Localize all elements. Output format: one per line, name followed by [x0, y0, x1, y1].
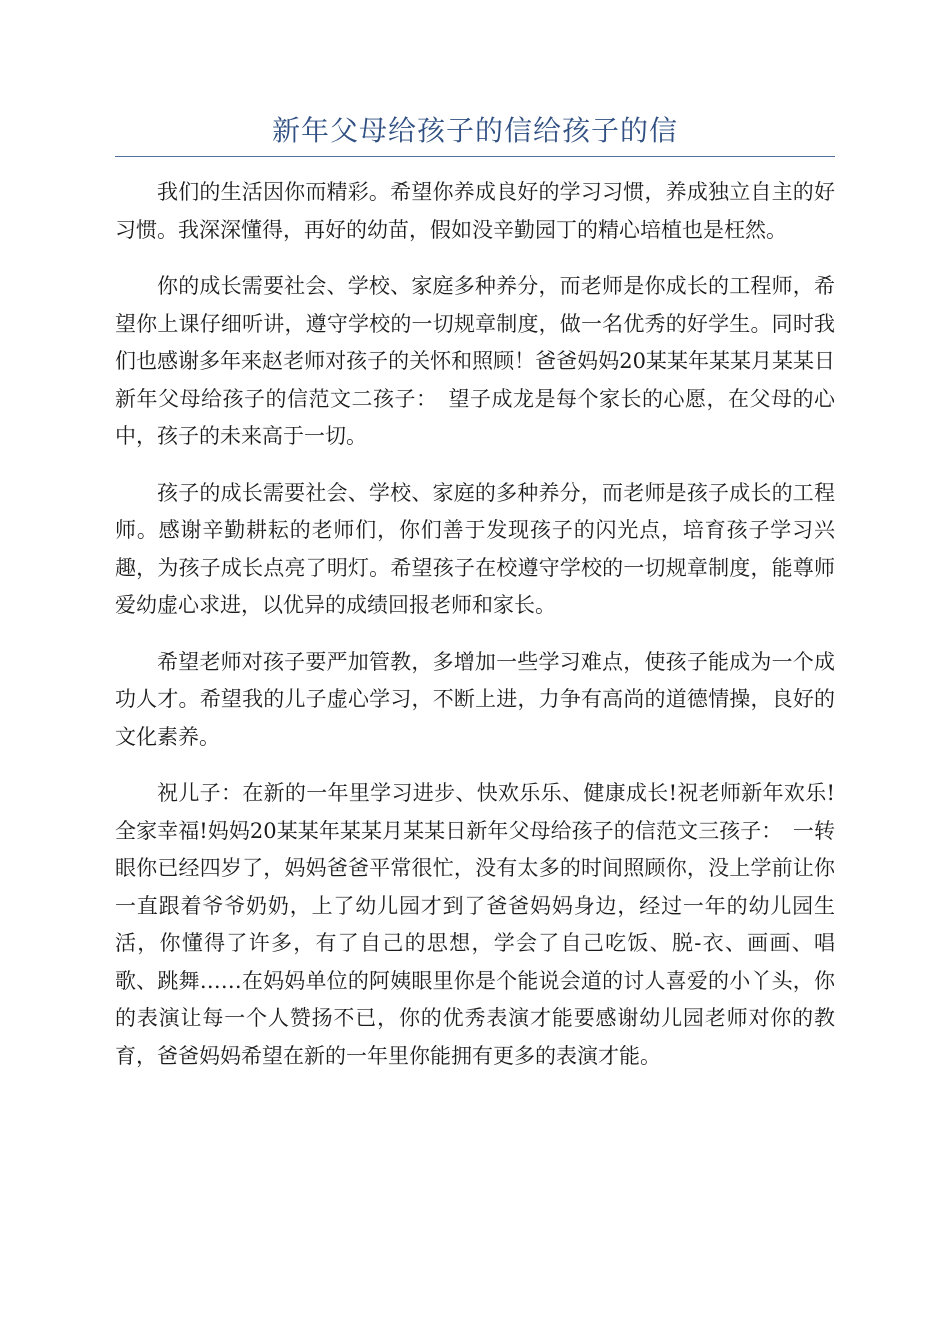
paragraph-4: 希望老师对孩子要严加管教，多增加一些学习难点，使孩子能成为一个成功人才。希望我的儿子虚心学习，不断上进，力争有高尚的道德情操，良好的文化素养。 [115, 649, 835, 749]
paragraph-1: 我们的生活因你而精彩。希望你养成良好的学习习惯，养成独立自主的好习惯。我深深懂得，再好的幼苗，假如没辛勤园丁的精心培植也是枉然。 [115, 180, 835, 242]
paragraph-3: 孩子的成长需要社会、学校、家庭的多种养分，而老师是孩子成长的工程师。感谢辛勤耕耘的老师们，你们善于发现孩子的闪光点，培育孩子学习兴趣，为孩子成长点亮了明灯。希望孩子在校遵守学校的一切规章制度，能尊师爱幼虚心求进，以优异的成绩回报老师和家长。 [115, 480, 835, 617]
page-title: 新年父母给孩子的信给孩子的信 [271, 114, 678, 147]
paragraph-2: 你的成长需要社会、学校、家庭多种养分，而老师是你成长的工程师，希望你上课仔细听讲，遵守学校的一切规章制度，做一名优秀的好学生。同时我们也感谢多年来赵老师对孩子的关怀和照顾！爸爸妈妈20某某年某某月某某日新年父母给孩子的信范文二孩子： 望子成龙是每个家长的心愿，在父母的心中，孩子的未来高于一切。 [115, 274, 835, 448]
title-block [115, 108, 835, 157]
document-body [115, 174, 835, 1094]
paragraph-5: 祝儿子：在新的一年里学习进步、快欢乐乐、健康成长!祝老师新年欢乐!全家幸福!妈妈20某某年某某月某某日新年父母给孩子的信范文三孩子： 一转眼你已经四岁了，妈妈爸爸平常很忙，没有太多的时间照顾你，没上学前让你一直跟着爷爷奶奶，上了幼儿园才到了爸爸妈妈身边，经过一年的幼儿园生活，你懂得了许多，有了自己的思想，学会了自己吃饭、脱-衣、画画、唱歌、跳舞……在妈妈单位的阿姨眼里你是个能说会道的讨人喜爱的小丫头，你的表演让每一个人赞扬不已，你的优秀表演才能要感谢幼儿园老师对你的教育，爸爸妈妈希望在新的一年里你能拥有更多的表演才能。 [115, 781, 835, 1068]
